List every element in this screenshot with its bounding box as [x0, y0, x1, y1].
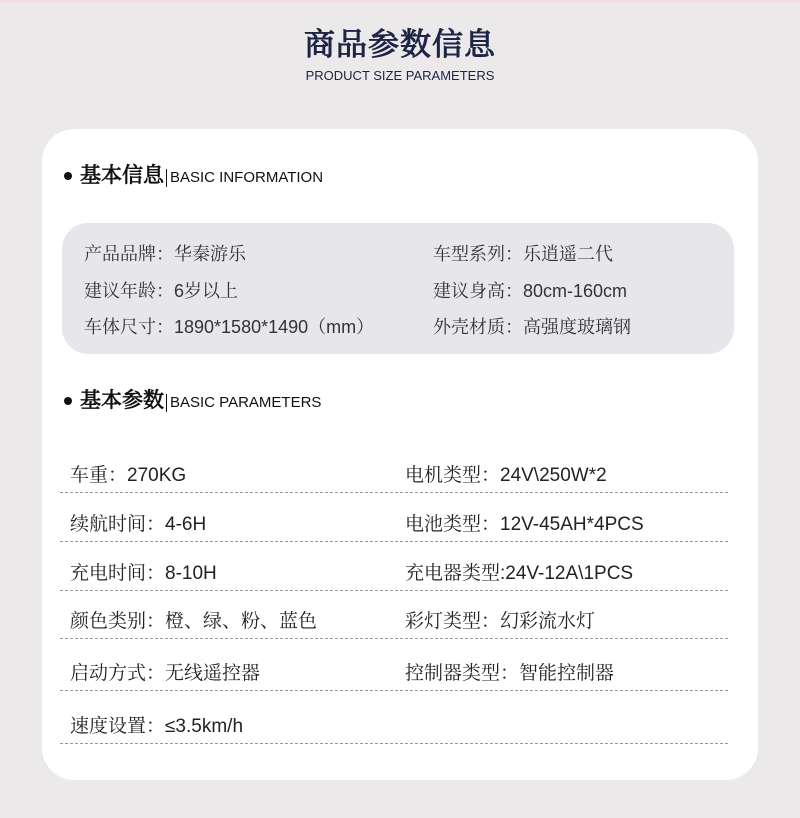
info-item: 产品品牌：华秦游乐: [84, 244, 246, 264]
param-row: 启动方式：无线遥控器 控制器类型：智能控制器: [60, 661, 728, 691]
bullet-icon: [64, 172, 72, 180]
page-subtitle: PRODUCT SIZE PARAMETERS: [305, 68, 495, 83]
heading-en: BASIC PARAMETERS: [166, 394, 321, 412]
param-row: 车重：270KG 电机类型：24V\250W*2: [60, 463, 728, 493]
heading-cn: 基本参数: [80, 389, 164, 412]
heading-cn: 基本信息: [80, 164, 164, 187]
basic-params-heading: [64, 387, 321, 415]
page-title: 商品参数信息: [304, 27, 496, 62]
top-border: [0, 0, 800, 3]
info-item: 外壳材质：高强度玻璃钢: [433, 317, 631, 337]
params-card: [42, 129, 758, 780]
param-row: 充电时间：8-10H 充电器类型:24V-12A\1PCS: [60, 561, 728, 591]
heading-en: BASIC INFORMATION: [166, 169, 323, 187]
basic-info-heading: [64, 162, 323, 190]
param-row: 续航时间：4-6H 电池类型：12V-45AH*4PCS: [60, 512, 728, 542]
info-item: 车体尺寸：1890*1580*1490（mm）: [84, 317, 375, 337]
info-item: 建议身高：80cm-160cm: [433, 281, 628, 301]
bullet-icon: [64, 397, 72, 405]
info-item: 建议年龄：6岁以上: [84, 281, 239, 301]
info-item: 车型系列：乐逍遥二代: [433, 244, 613, 264]
param-row: 颜色类别：橙、绿、粉、蓝色 彩灯类型：幻彩流水灯: [60, 609, 728, 639]
basic-info-box: [62, 223, 734, 354]
param-row: 速度设置：≤3.5km/h: [60, 714, 728, 744]
